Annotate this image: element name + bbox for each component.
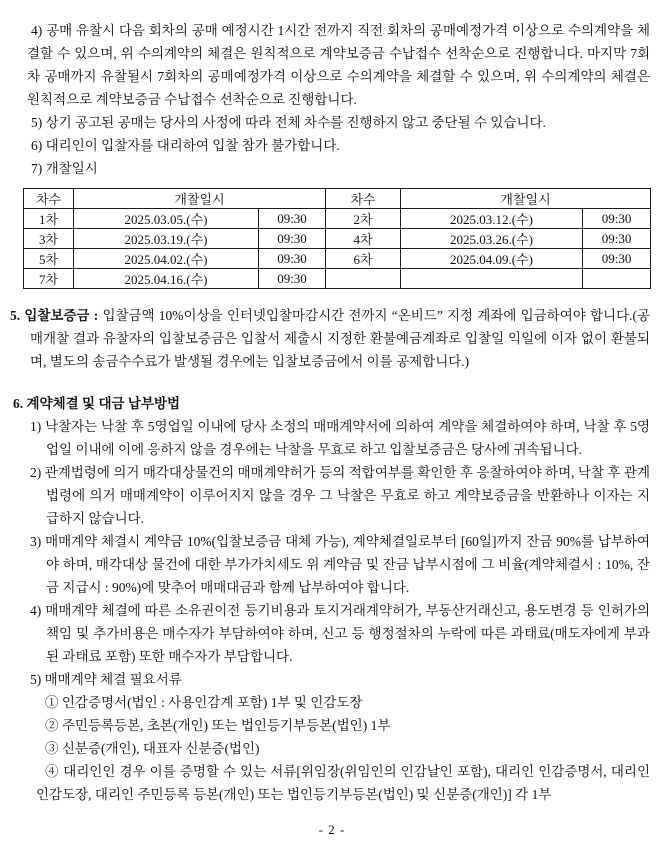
notice-item-5-marker: 5) (31, 115, 43, 130)
bid-opening-schedule-table (23, 188, 651, 289)
section6-item-3-text: 매매계약 체결시 계약금 10%(입찰보증금 대체 가능), 계약체결일로부터 [60일]까지 잔금 90%를 납부하여야 하며, 매각대상 물건에 대한 부가가치세도 위 계약금 및 잔금 납부시점에 그 비율(계약체결시 : 10%, 잔금 지급시 : 90%)에 맞추어 매매대금과 함께 납부하여야 합니다. (45, 534, 650, 595)
round-cell: 2차 (326, 209, 401, 229)
date-cell: 2025.03.26.(수) (401, 229, 583, 249)
date-cell: 2025.04.09.(수) (401, 249, 583, 269)
required-doc-1-marker: ① (45, 695, 59, 710)
round-cell: 6차 (326, 249, 401, 269)
table-row (24, 229, 651, 249)
date-cell: 2025.03.19.(수) (74, 229, 259, 249)
section-bid-deposit (10, 304, 650, 373)
section6-heading (10, 392, 650, 415)
section6-item-1-marker: 1) (30, 419, 42, 434)
date-cell: 2025.03.12.(수) (401, 209, 583, 229)
round-cell: 1차 (24, 209, 74, 229)
required-doc-2-text: 주민등록등본, 초본(개인) 또는 법인등기부등본(법인) 1부 (61, 718, 391, 733)
round-cell (326, 269, 401, 289)
required-doc-2-marker: ② (45, 718, 59, 733)
notice-item-6-text: 대리인이 입찰자를 대리하여 입찰 참가 불가합니다. (45, 138, 340, 153)
notice-item-6-marker: 6) (31, 138, 43, 153)
section6-item-3-marker: 3) (30, 534, 42, 549)
date-cell: 2025.04.16.(수) (74, 269, 259, 289)
section6-item-5 (10, 668, 650, 691)
required-doc-4-text: 대리인인 경우 이를 증명할 수 있는 서류[위임장(위임인의 인감날인 포함), 대리인 인감증명서, 대리인 인감도장, 대리인 주민등록 등본(개인) 또는 법인등기부등본(법인) 및 신분증(개인)] 각 1부 (36, 764, 650, 802)
notice-item-4-marker: 4) (31, 23, 43, 38)
column-header-datetime-left: 개찰일시 (74, 189, 326, 209)
required-doc-1-text: 인감증명서(법인 : 사용인감계 포함) 1부 및 인감도장 (61, 695, 363, 710)
required-doc-1 (10, 691, 650, 714)
notice-item-7-text: 개찰일시 (45, 161, 98, 176)
date-cell: 2025.03.05.(수) (74, 209, 259, 229)
section6-item-5-text: 매매계약 체결 필요서류 (44, 672, 182, 687)
column-header-datetime-right: 개찰일시 (401, 189, 651, 209)
section5-title: 입찰보증금 : (24, 308, 99, 323)
date-cell: 2025.04.02.(수) (74, 249, 259, 269)
time-cell: 09:30 (583, 249, 651, 269)
section6-item-5-marker: 5) (30, 672, 42, 687)
round-cell: 3차 (24, 229, 74, 249)
required-doc-3-marker: ③ (45, 741, 59, 756)
required-doc-3 (10, 737, 650, 760)
required-doc-2 (10, 714, 650, 737)
notice-item-4-text: 공매 유찰시 다음 회차의 공매 예정시간 1시간 전까지 직전 회차의 공매예정가격 이상으로 수의계약을 체결할 수 있으며, 위 수의계약의 체결은 원칙적으로 계약보증금 수납접수 선착순으로 진행합니다. 마지막 7회차 공매까지 유찰될시 7회차의 공매예정가격 이상으로 수의계약을 체결할 수 있으며, 위 수의계약의 체결은 원칙적으로 계약보증금 수납접수 선착순으로 진행합니다. (27, 23, 650, 107)
round-cell: 4차 (326, 229, 401, 249)
time-cell: 09:30 (259, 249, 326, 269)
round-cell: 5차 (24, 249, 74, 269)
page-number: - 2 - (318, 822, 346, 837)
column-header-round-left: 차수 (24, 189, 74, 209)
required-doc-4 (10, 760, 650, 806)
section6-item-4-text: 매매계약 체결에 따른 소유권이전 등기비용과 토지거래계약허가, 부동산거래신고, 용도변경 등 인허가의 책임 및 추가비용은 매수자가 부담하여야 하며, 신고 등 행정절차의 누락에 따른 과태료(매도자에게 부과된 과태료 포함) 또한 매수자가 부담합니다. (45, 603, 650, 664)
section5-paragraph (10, 304, 650, 373)
date-cell (401, 269, 583, 289)
notice-item-7 (10, 157, 650, 180)
required-doc-3-text: 신분증(개인), 대표자 신분증(법인) (61, 741, 260, 756)
section6-item-1-text: 낙찰자는 낙찰 후 5영업일 이내에 당사 소정의 매매계약서에 의하여 계약을 체결하여야 하며, 낙찰 후 5영업일 이내에 이에 응하지 않을 경우에는 낙찰을 무효로 하고 입찰보증금은 당사에 귀속됩니다. (45, 419, 650, 457)
round-cell: 7차 (24, 269, 74, 289)
notice-item-4 (10, 19, 650, 111)
section6-title: 계약체결 및 대금 납부방법 (26, 396, 181, 411)
notice-item-5 (10, 111, 650, 134)
section5-text: 입찰금액 10%이상을 인터넷입찰마감시간 전까지 “온비드” 지정 계좌에 입금하여야 합니다.(공매개찰 결과 유찰자의 입찰보증금은 입찰서 제출시 지정한 환불예금계좌로 입찰일 익일에 이자 없이 환불되며, 별도의 송금수수료가 발생될 경우에는 입찰보증금에서 이를 공제합니다.) (30, 308, 651, 369)
column-header-round-right: 차수 (326, 189, 401, 209)
notice-item-7-marker: 7) (31, 161, 43, 176)
time-cell: 09:30 (259, 209, 326, 229)
table-row (24, 209, 651, 229)
notice-item-5-text: 상기 공고된 공매는 당사의 사정에 따라 전체 차수를 진행하지 않고 중단될 수 있습니다. (45, 115, 546, 130)
section6-item-2-text: 관계법령에 의거 매각대상물건의 매매계약허가 등의 적합여부를 확인한 후 응찰하여야 하며, 낙찰 후 관계법령에 의거 매매계약이 이루어지지 않을 경우 그 낙찰은 무효로 하고 계약보증금을 반환하나 이자는 지급하지 않습니다. (44, 465, 651, 526)
required-doc-4-marker: ④ (45, 764, 60, 779)
section6-item-2 (10, 461, 650, 530)
table-header-row (24, 189, 651, 209)
section6-item-4-marker: 4) (30, 603, 42, 618)
section6-item-3 (10, 530, 650, 599)
section-contract-payment (10, 392, 650, 806)
time-cell: 09:30 (259, 229, 326, 249)
section6-item-2-marker: 2) (30, 465, 42, 480)
section5-marker: 5. (10, 308, 21, 323)
section6-marker: 6. (13, 396, 24, 411)
section6-item-4 (10, 599, 650, 668)
time-cell (583, 269, 651, 289)
table-row (24, 269, 651, 289)
notice-item-6 (10, 134, 650, 157)
time-cell: 09:30 (583, 229, 651, 249)
section6-item-1 (10, 415, 650, 461)
time-cell: 09:30 (583, 209, 651, 229)
time-cell: 09:30 (259, 269, 326, 289)
table-row (24, 249, 651, 269)
